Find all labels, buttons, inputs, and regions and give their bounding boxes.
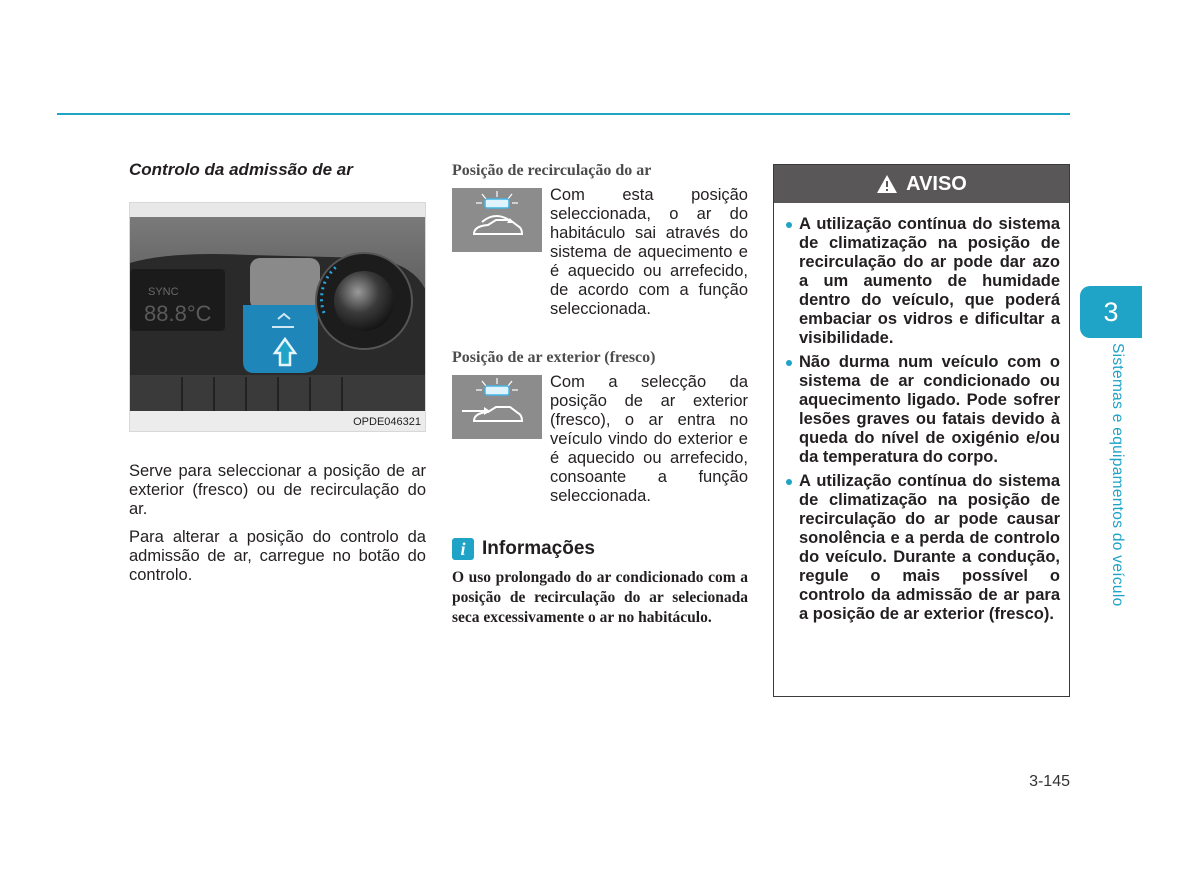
- paragraph-how-to: Para alterar a posição do controlo da admissão de ar, carregue no botão do controlo.: [129, 528, 426, 584]
- fresh-air-heading: Posição de ar exterior (fresco): [452, 349, 656, 366]
- photo-code: OPDE046321: [353, 416, 421, 428]
- info-title: Informações: [482, 538, 595, 559]
- info-header: [452, 538, 748, 560]
- warning-header: [774, 165, 1069, 203]
- warning-item: Não durma num veículo com o sistema de ar condicionado ou aquecimento ligado. Pode sofrer lesões graves ou fatais devido à queda do nível de oxigénio e/ou da temperatura do corpo.: [786, 353, 1060, 467]
- fresh-air-text: Com a selecção da posição de ar exterior (fresco), o ar entra no veículo vindo do exterior e é aquecido ou arrefecido, consoante a função seleccionada.: [550, 373, 748, 505]
- paragraph-purpose: Serve para seleccionar a posição de ar exterior (fresco) ou de recirculação do ar.: [129, 462, 426, 518]
- left-column: [129, 160, 426, 585]
- chapter-title: Sistemas e equipamentos do veículo: [1109, 343, 1126, 607]
- display-temperature: 88.8°C: [144, 301, 212, 326]
- section-heading: Controlo da admissão de ar: [129, 160, 353, 179]
- control-panel-photo: [129, 202, 426, 432]
- recirculation-text: Com esta posição seleccionada, o ar do habitáculo sai através do sistema de aquecimento e é aquecido ou arrefecido, de acordo com a função seleccionada.: [550, 186, 748, 318]
- fresh-air-row: [452, 373, 748, 506]
- info-icon: i: [452, 538, 474, 560]
- warning-title: AVISO: [906, 172, 967, 195]
- middle-column: [452, 162, 748, 628]
- page-number: 3-145: [1029, 773, 1070, 790]
- warning-item: A utilização contínua do sistema de climatização na posição de recirculação do ar pode dar azo a um aumento de humidade dentro do veículo, que poderá embaciar os vidros e dificultar a visibilidade.: [786, 215, 1060, 348]
- display-sync-label: SYNC: [148, 286, 179, 298]
- top-rule: [57, 113, 1070, 115]
- recirculation-heading: Posição de recirculação do ar: [452, 162, 652, 179]
- warning-item: A utilização contínua do sistema de climatização na posição de recirculação do ar pode causar sonolência e a perda de controlo do veículo. Durante a condução, regule o mais possível o controlo da admissão de ar para a posição de ar exterior (fresco).: [786, 472, 1060, 624]
- info-text: O uso prolongado do ar condicionado com a posição de recirculação do ar selecionada seca excessivamente o ar no habitáculo.: [452, 569, 748, 626]
- chapter-number-tab: 3: [1080, 286, 1142, 338]
- warning-box: [773, 164, 1070, 697]
- recirculation-row: [452, 186, 748, 319]
- fresh-air-mode-icon: [452, 375, 542, 439]
- warning-triangle-icon: [876, 174, 898, 194]
- warning-list: [774, 203, 1069, 624]
- recirculation-mode-icon: [452, 188, 542, 252]
